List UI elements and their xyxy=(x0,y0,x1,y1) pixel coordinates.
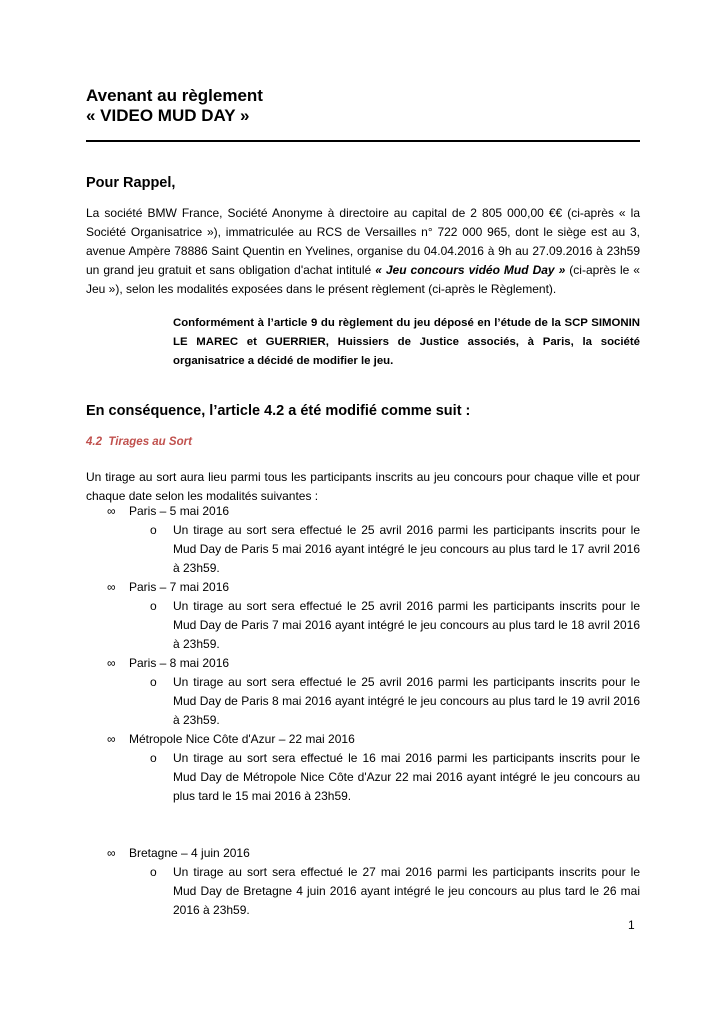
list-item xyxy=(107,730,355,749)
circle-bullet-icon: o xyxy=(150,751,157,765)
event-label: Bretagne – 4 juin 2016 xyxy=(129,846,250,860)
event-label: Paris – 5 mai 2016 xyxy=(129,504,230,518)
section-number: 4.2 xyxy=(86,436,102,448)
intro-paragraph xyxy=(86,204,640,299)
document-title-line1: Avenant au règlement xyxy=(86,86,263,105)
section-intro: Un tirage au sort aura lieu parmi tous les participants inscrits au jeu concours pour chaque ville et pour chaque date selon les modalités suivantes : xyxy=(86,470,640,503)
event-detail: Un tirage au sort sera effectué le 27 mai 2016 parmi les participants inscrits pour le Mud Day de Bretagne 4 juin 2016 ayant intégré le jeu concours au plus tard le 26 mai 2016 à 23h59. xyxy=(173,865,640,917)
list-item xyxy=(107,654,229,673)
sub-list-item xyxy=(150,521,640,578)
event-detail: Un tirage au sort sera effectué le 25 avril 2016 parmi les participants inscrits pour le Mud Day de Paris 5 mai 2016 ayant intégré le jeu concours au plus tard le 17 avril 2016 à 23h59. xyxy=(173,523,640,575)
infinity-bullet-icon: ∞ xyxy=(107,846,116,860)
infinity-bullet-icon: ∞ xyxy=(107,656,116,670)
sub-list-item xyxy=(150,673,640,730)
list-item xyxy=(107,502,229,521)
event-label: Paris – 7 mai 2016 xyxy=(129,580,230,594)
list-item xyxy=(107,844,250,863)
event-label: Métropole Nice Côte d'Azur – 22 mai 2016 xyxy=(129,732,355,746)
game-name: « Jeu concours vidéo Mud Day » xyxy=(375,263,566,277)
infinity-bullet-icon: ∞ xyxy=(107,732,116,746)
intro-part1: La société BMW France, Société Anonyme à directoire au capital de 2 805 000,00 €€ (ci-après « la Société Organisatrice »), immatriculée au RCS de Versailles n° 722 000 965, dont le siège est au 3, avenue Ampère 78886 Saint Quentin en Yvelines, organise du 04.04.2016 à 9h au 27.09.2016 à 23h59 un grand jeu gratuit et sans obligation d'achat intitulé xyxy=(86,206,640,277)
page-number: 1 xyxy=(628,918,635,932)
section-heading xyxy=(86,436,192,448)
event-detail: Un tirage au sort sera effectué le 25 avril 2016 parmi les participants inscrits pour le Mud Day de Paris 7 mai 2016 ayant intégré le jeu concours au plus tard le 18 avril 2016 à 23h59. xyxy=(173,599,640,651)
event-detail: Un tirage au sort sera effectué le 25 avril 2016 parmi les participants inscrits pour le Mud Day de Paris 8 mai 2016 ayant intégré le jeu concours au plus tard le 19 avril 2016 à 23h59. xyxy=(173,675,640,727)
list-item xyxy=(107,578,229,597)
circle-bullet-icon: o xyxy=(150,523,157,537)
section-title: Tirages au Sort xyxy=(108,436,192,448)
consequence-heading: En conséquence, l’article 4.2 a été modifié comme suit : xyxy=(86,403,471,419)
circle-bullet-icon: o xyxy=(150,599,157,613)
rappel-heading: Pour Rappel, xyxy=(86,175,176,191)
sub-list-item xyxy=(150,597,640,654)
modification-notice: Conformément à l’article 9 du règlement du jeu déposé en l’étude de la SCP SIMONIN LE MAREC et GUERRIER, Huissiers de Justice associés, à Paris, la société organisatrice a décidé de modifier le jeu. xyxy=(173,317,640,367)
document-title xyxy=(86,86,646,126)
circle-bullet-icon: o xyxy=(150,865,157,879)
event-detail: Un tirage au sort sera effectué le 16 mai 2016 parmi les participants inscrits pour le Mud Day de Métropole Nice Côte d'Azur 22 mai 2016 ayant intégré le jeu concours au plus tard le 15 mai 2016 à 23h59. xyxy=(173,751,640,803)
title-divider xyxy=(86,140,640,142)
circle-bullet-icon: o xyxy=(150,675,157,689)
document-title-line2: « VIDEO MUD DAY » xyxy=(86,106,250,125)
sub-list-item xyxy=(150,863,640,920)
intro-part2: (ci-après le « Jeu »), selon les modalités exposées dans le présent règlement (ci-après le Règlement). xyxy=(86,263,640,296)
infinity-bullet-icon: ∞ xyxy=(107,580,116,594)
sub-list-item xyxy=(150,749,640,806)
infinity-bullet-icon: ∞ xyxy=(107,504,116,518)
event-label: Paris – 8 mai 2016 xyxy=(129,656,230,670)
